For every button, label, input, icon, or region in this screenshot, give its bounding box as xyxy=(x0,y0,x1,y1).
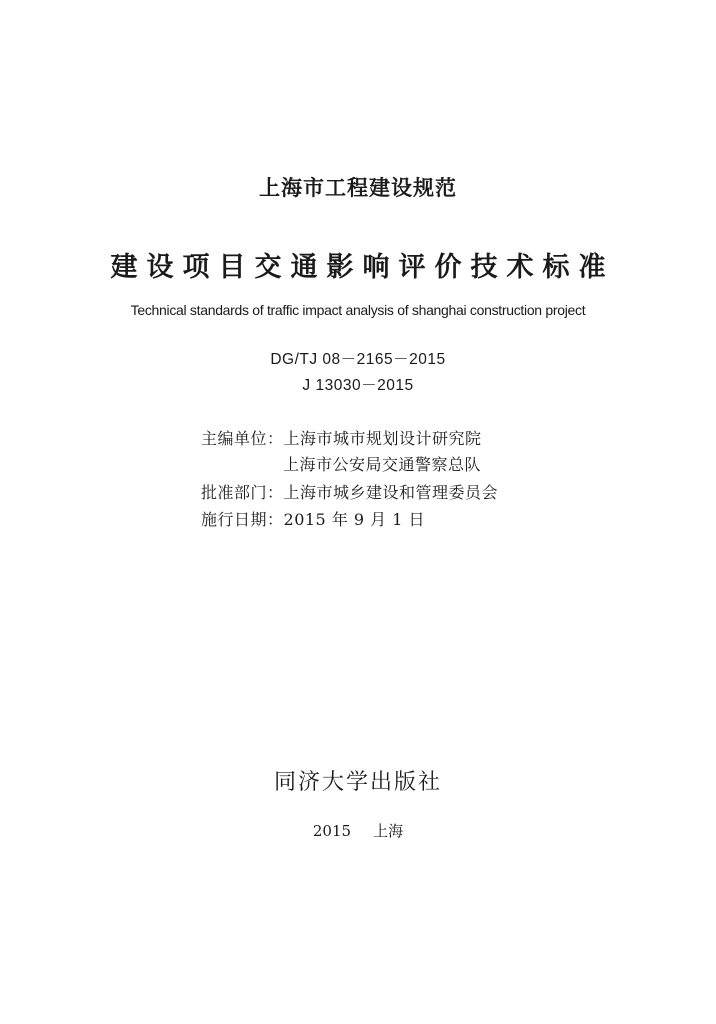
approver-value: 上海市城乡建设和管理委员会 xyxy=(283,483,499,502)
standard-code-j: J 13030－2015 xyxy=(302,377,414,394)
editor-row-secondary xyxy=(283,452,481,475)
editor-secondary: 上海市公安局交通警察总队 xyxy=(283,455,482,474)
editor-label: 主编单位： xyxy=(201,429,284,448)
approver-label: 批准部门： xyxy=(201,483,284,502)
effective-date-value: 2015 年 9 月 1 日 xyxy=(283,510,426,529)
publication-year: 2015 xyxy=(312,822,352,840)
english-title: Technical standards of traffic impact analysis of shanghai construction project xyxy=(130,302,586,318)
publication-line xyxy=(0,820,716,841)
publisher-name: 同济大学出版社 xyxy=(273,770,442,795)
series-title: 上海市工程建设规范 xyxy=(259,176,457,200)
standard-code-dg: DG/TJ 08－2165－2015 xyxy=(270,351,446,368)
editor-primary: 上海市城市规划设计研究院 xyxy=(283,429,482,448)
effective-date-row xyxy=(201,507,425,530)
effective-date-label: 施行日期： xyxy=(201,510,284,529)
approver-row xyxy=(201,480,498,503)
main-title: 建设项目交通影响评价技术标准 xyxy=(110,252,615,283)
publication-city: 上海 xyxy=(373,822,404,840)
editor-row xyxy=(201,426,482,449)
